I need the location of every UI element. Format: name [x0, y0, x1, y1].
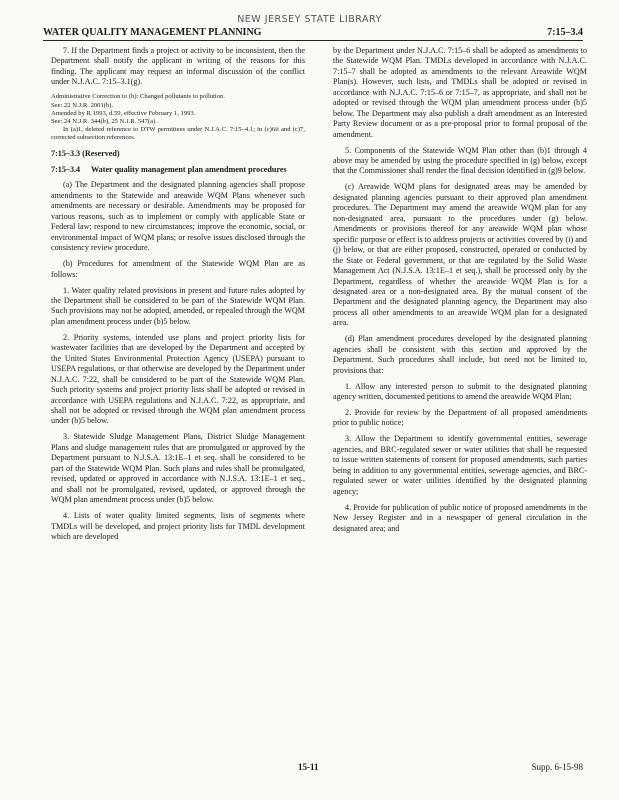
- header-section: 7:15–3.4: [547, 27, 583, 38]
- left-column: [51, 46, 305, 548]
- paragraph-d4: 4. Provide for publication of public notice of proposed amendments in the New Jersey Register and in a newspaper of general circulation in the designated area; and: [333, 502, 587, 533]
- header-title: WATER QUALITY MANAGEMENT PLANNING: [43, 27, 262, 38]
- paragraph-d2: 2. Provide for review by the Department of all proposed amendments prior to public notice;: [333, 408, 587, 428]
- section-number: 7:15–3.4: [51, 164, 81, 174]
- page-number: 15-11: [298, 762, 319, 772]
- paragraph-b5: 5. Components of the Statewide WQM Plan other than (b)1 through 4 above may be amended by using the procedure specified in (g) below, except that the Commissioner shall render the final decision identified in (g)9 below.: [333, 145, 587, 176]
- paragraph-b2: 2. Priority systems, intended use plans and project priority lists for wastewater facilities that are developed by the Department and accepted by the United States Environmental Protection Agency (USEPA) pursuant to USEPA regulations, or that otherwise are developed by the Department under N.J.A.C. 7:22, shall be considered to be part of the Statewide WQM Plan. Such priority systems and project priority lists shall be adopted or revised in accordance with USEPA regulations and N.J.A.C. 7:22, as appropriate, and shall not be adopted or revised through the WQM plan amendment process under (b)5 below.: [51, 332, 305, 426]
- running-header: [43, 27, 583, 41]
- paragraph-a: (a) The Department and the designated planning agencies shall propose amendments to the Statewide and areawide WQM Plans whenever such amendments are necessary or desirable. Amendments may be proposed for various reasons, such as to implement or comply with applicable State or Federal law; respond to new circumstances; improve the economic, social, or environmental impact of WQM plans; or resolve issues disclosed through the consistency review procedure.: [51, 180, 305, 253]
- history-note: See: 24 N.J.R. 344(b), 25 N.J.R. 547(a).: [51, 117, 157, 125]
- section-heading-3-4: [51, 165, 305, 175]
- paragraph-c: (c) Areawide WQM plans for designated areas may be amended by designated planning agencies pursuant to their approved plan amendment procedures. The Department may amend the areawide WQM plan for any non-designated area, pursuant to the procedures under (g) below. Amendments or provisions thereof for any areawide WQM plan whose specific purpose or effect is to address projects or activities covered by (i) and (j) below, or that are either proposed, constructed, operated or conducted by the State or Federal government, or that are regulated by the Solid Waste Management Act (N.J.S.A. 13:1E–1 et seq.), shall be processed only by the Department, regardless of whether the areawide WQM Plan is for a designated area or a non-designated area. By the mutual consent of the Department and the designated planning agency, the Department may also process all other amendments to an areawide WQM plan for a designated area.: [333, 182, 587, 328]
- section-heading-3-3: 7:15–3.3 (Reserved): [51, 148, 120, 158]
- history-note: Amended by R.1993, d.59, effective February 1, 1993.: [51, 109, 196, 117]
- paragraph-b4: 4. Lists of water quality limited segments, lists of segments where TMDLs will be developed, and project priority lists for TMDL development which are developed: [51, 511, 305, 541]
- paragraph-b: (b) Procedures for amendment of the Statewide WQM Plan are as follows:: [51, 259, 305, 279]
- section-title: Water quality management plan amendment procedures: [91, 164, 287, 174]
- page-footer: [43, 762, 583, 772]
- paragraph-d1: 1. Allow any interested person to submit to the designated planning agency written, documented petitions to amend the areawide WQM Plan;: [333, 381, 587, 402]
- library-stamp: NEW JERSEY STATE LIBRARY: [237, 14, 382, 25]
- history-note: In (a)1, deleted reference to DTW permittees under N.J.A.C. 7:15–4.1; in (c)6ii and (c)7, corrected subsection references.: [51, 126, 305, 142]
- paragraph-d3: 3. Allow the Department to identify governmental entities, sewerage agencies, and BRC-regulated sewer or water utilities that shall be requested to issue written statements of consent for proposed amendments, such parties being in addition to any governmental entities, sewerage agencies, and BRC-regulated sewer or water utilities identified by the designated planning agency;: [333, 434, 587, 496]
- history-note: See: 22 N.J.R. 2001(b).: [51, 101, 114, 109]
- paragraph-b7: 7. If the Department finds a project or activity to be inconsistent, then the Department shall notify the applicant in writing of the reasons for this finding. The applicant may request an informal discussion of the conflict under N.J.A.C. 7:15–3.1(g).: [51, 46, 305, 87]
- right-column: [333, 46, 587, 539]
- supplement-date: Supp. 6-15-98: [531, 762, 583, 772]
- paragraph-b3: 3. Statewide Sludge Management Plans, District Sludge Management Plans and sludge management rules that are promulgated or approved by the Department pursuant to N.J.S.A. 13:1E–1 et seq. shall be considered to be part of the Statewide WQM Plan. Such plans and rules shall be promulgated, revised, updated or approved in accordance with N.J.S.A. 13:1E–1 et seq., and shall not be promulgated, revised, updated, or approved through the WQM plan amendment process under (b)5 below.: [51, 432, 305, 505]
- paragraph-d: (d) Plan amendment procedures developed by the designated planning agencies shall be consistent with this section and approved by the Department. Such procedures shall include, but need not be limited to, provisions that:: [333, 334, 587, 375]
- history-note: Administrative Correction to (b): Changed pollutants to pollution.: [51, 93, 225, 101]
- paragraph-b4-continued: by the Department under N.J.A.C. 7:15–6 shall be adopted as amendments to the Statewide WQM Plan. TMDLs developed in accordance with N.J.A.C. 7:15–7 shall be adopted as amendments to the relevant Areawide WQM Plan(s). However, such lists, and TMDLs shall be adopted or revised in accordance with N.J.A.C. 7:15–6 or 7:15–7, as appropriate, and shall not be adopted or revised through the WQM plan amendment process under (b)5 below. The Department may also publish a draft amendment as an Interested Party Review document or as a pre-proposal prior to formal proposal of the amendment.: [333, 46, 587, 139]
- paragraph-b1: 1. Water quality related provisions in present and future rules adopted by the Department shall be considered to be part of the Statewide WQM Plan. Such provisions may not be adopted, amended, or repealed through the WQM plan amendment process under (b)5 below.: [51, 285, 305, 326]
